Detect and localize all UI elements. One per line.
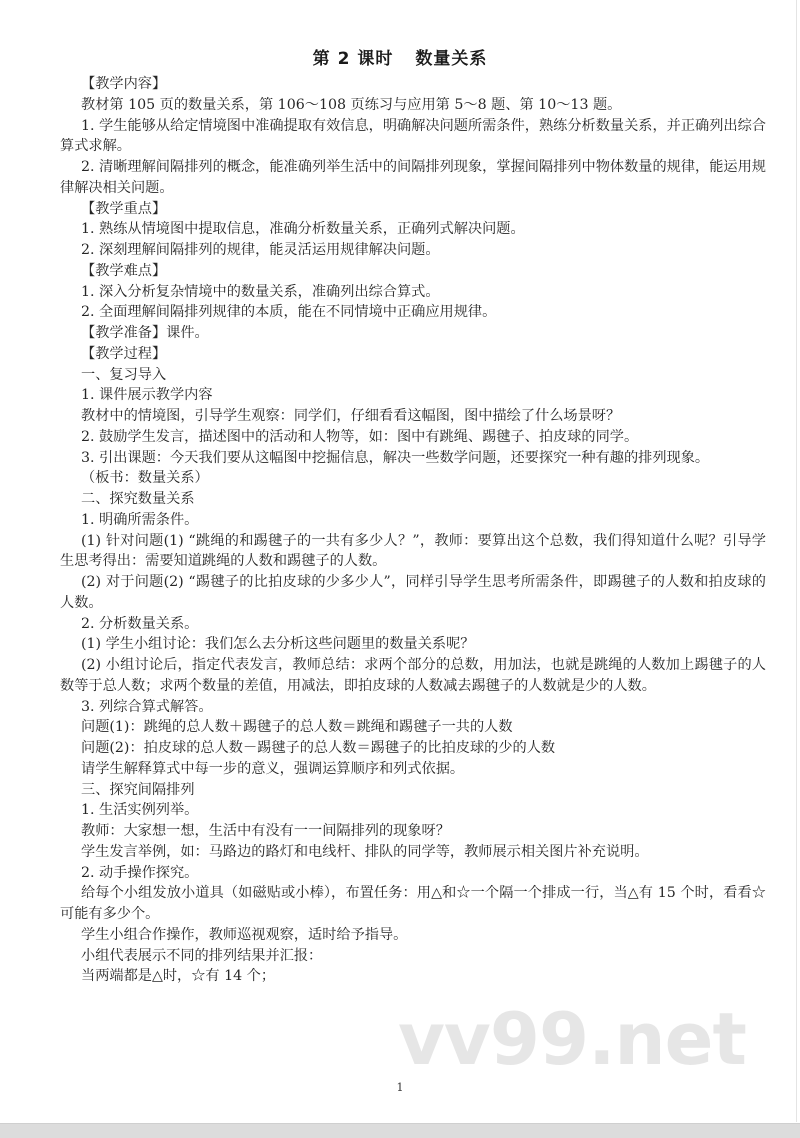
title-lesson: 第 2 课时 <box>312 49 394 69</box>
paragraph: 1. 深入分析复杂情境中的数量关系，准确列出综合算式。 <box>81 283 440 300</box>
watermark: vv99.net <box>398 997 746 1081</box>
paragraph: 问题(1)：跳绳的总人数＋踢毽子的总人数＝跳绳和踢毽子一共的人数 <box>81 719 513 736</box>
paragraph: 教师：大家想一想，生活中有没有一一间隔排列的现象呀？ <box>81 823 450 839</box>
paragraph: 【教学准备】课件。 <box>81 325 209 341</box>
paragraph: 教材中的情境图，引导学生观察：同学们，仔细看看这幅图，图中描绘了什么场景呀？ <box>81 408 621 424</box>
paragraph: 1. 课件展示教学内容 <box>81 387 213 404</box>
paragraph: 【教学内容】 <box>81 76 167 92</box>
paragraph: (1) 学生小组讨论：我们怎么去分析这些问题里的数量关系呢？ <box>81 636 475 653</box>
paragraph: 【教学重点】 <box>81 200 167 217</box>
paragraph: 2. 清晰理解间隔排列的概念，能准确列举生活中的间隔排列现象，掌握间隔排列中物体数量的规律，能运用规律解决相关问题。 <box>60 159 766 196</box>
paragraph: 给每个小组发放小道具（如磁贴或小棒），布置任务：用△和☆一个隔一个排成一行，当△有 15 个时，看看☆可能有多少个。 <box>60 885 766 922</box>
paragraph: (2) 小组讨论后，指定代表发言，教师总结：求两个部分的总数，用加法，也就是跳绳的人数加上踢毽子的人数等于总人数；求两个数量的差值，用减法，即拍皮球的人数减去踢毽子的人数就是少的人数。 <box>60 657 766 694</box>
paragraph: 学生发言举例，如：马路边的路灯和电线杆、排队的同学等，教师展示相关图片补充说明。 <box>81 843 649 860</box>
paragraph: 1. 学生能够从给定情境图中准确提取有效信息，明确解决问题所需条件，熟练分析数量关系，并正确列出综合算式求解。 <box>60 117 766 155</box>
paragraph: 2. 分析数量关系。 <box>81 615 199 632</box>
paragraph: 2. 动手操作探究。 <box>81 864 199 881</box>
document-body <box>60 74 766 987</box>
paragraph: 二、探究数量关系 <box>81 491 195 507</box>
paragraph: 【教学过程】 <box>81 345 167 362</box>
paragraph: 请学生解释算式中每一步的意义，强调运算顺序和列式依据。 <box>81 760 465 777</box>
paragraph: （板书：数量关系） <box>81 470 209 487</box>
paragraph: (1) 针对问题(1) “跳绳的和踢毽子的一共有多少人？”，教师：要算出这个总数，我们得知道什么呢？引导学生思考得出：需要知道跳绳的人数和踢毽子的人数。 <box>60 532 766 570</box>
page-title <box>0 44 800 69</box>
paragraph: 1. 熟练从情境图中提取信息，准确分析数量关系，正确列式解决问题。 <box>81 221 525 238</box>
paragraph: 三、探究间隔排列 <box>81 781 195 798</box>
paragraph: 3. 引出课题：今天我们要从这幅图中挖掘信息，解决一些数学问题，还要探究一种有趣的排列现象。 <box>81 449 710 466</box>
paragraph: 当两端都是△时，☆有 14 个； <box>81 968 276 985</box>
page-number: 1 <box>396 1081 404 1094</box>
paragraph: 1. 明确所需条件。 <box>81 511 199 528</box>
paragraph: 问题(2)：拍皮球的总人数－踢毽子的总人数＝踢毽子的比拍皮球的少的人数 <box>81 740 556 756</box>
paragraph: 1. 生活实例列举。 <box>81 802 199 819</box>
paragraph: 2. 全面理解间隔排列规律的本质，能在不同情境中正确应用规律。 <box>81 304 497 321</box>
paragraph: 学生小组合作操作，教师巡视观察，适时给予指导。 <box>81 926 408 943</box>
paragraph: 2. 鼓励学生发言，描述图中的活动和人物等，如：图中有跳绳、踢毽子、拍皮球的同学。 <box>81 428 639 445</box>
title-topic: 数量关系 <box>415 49 488 69</box>
paragraph: 一、复习导入 <box>81 366 167 383</box>
paragraph: (2) 对于问题(2) “踢毽子的比拍皮球的少多少人”，同样引导学生思考所需条件，即踢毽子的人数和拍皮球的人数。 <box>60 574 766 611</box>
paragraph: 3. 列综合算式解答。 <box>81 698 213 715</box>
paragraph: 【教学难点】 <box>81 262 167 279</box>
paragraph: 2. 深刻理解间隔排列的规律，能灵活运用规律解决问题。 <box>81 242 440 258</box>
paragraph: 教材第 105 页的数量关系，第 106～108 页练习与应用第 5～8 题、第 10～13 题。 <box>81 96 622 113</box>
viewer-bottom-bar <box>0 1123 800 1138</box>
paragraph: 小组代表展示不同的排列结果并汇报： <box>81 947 323 964</box>
